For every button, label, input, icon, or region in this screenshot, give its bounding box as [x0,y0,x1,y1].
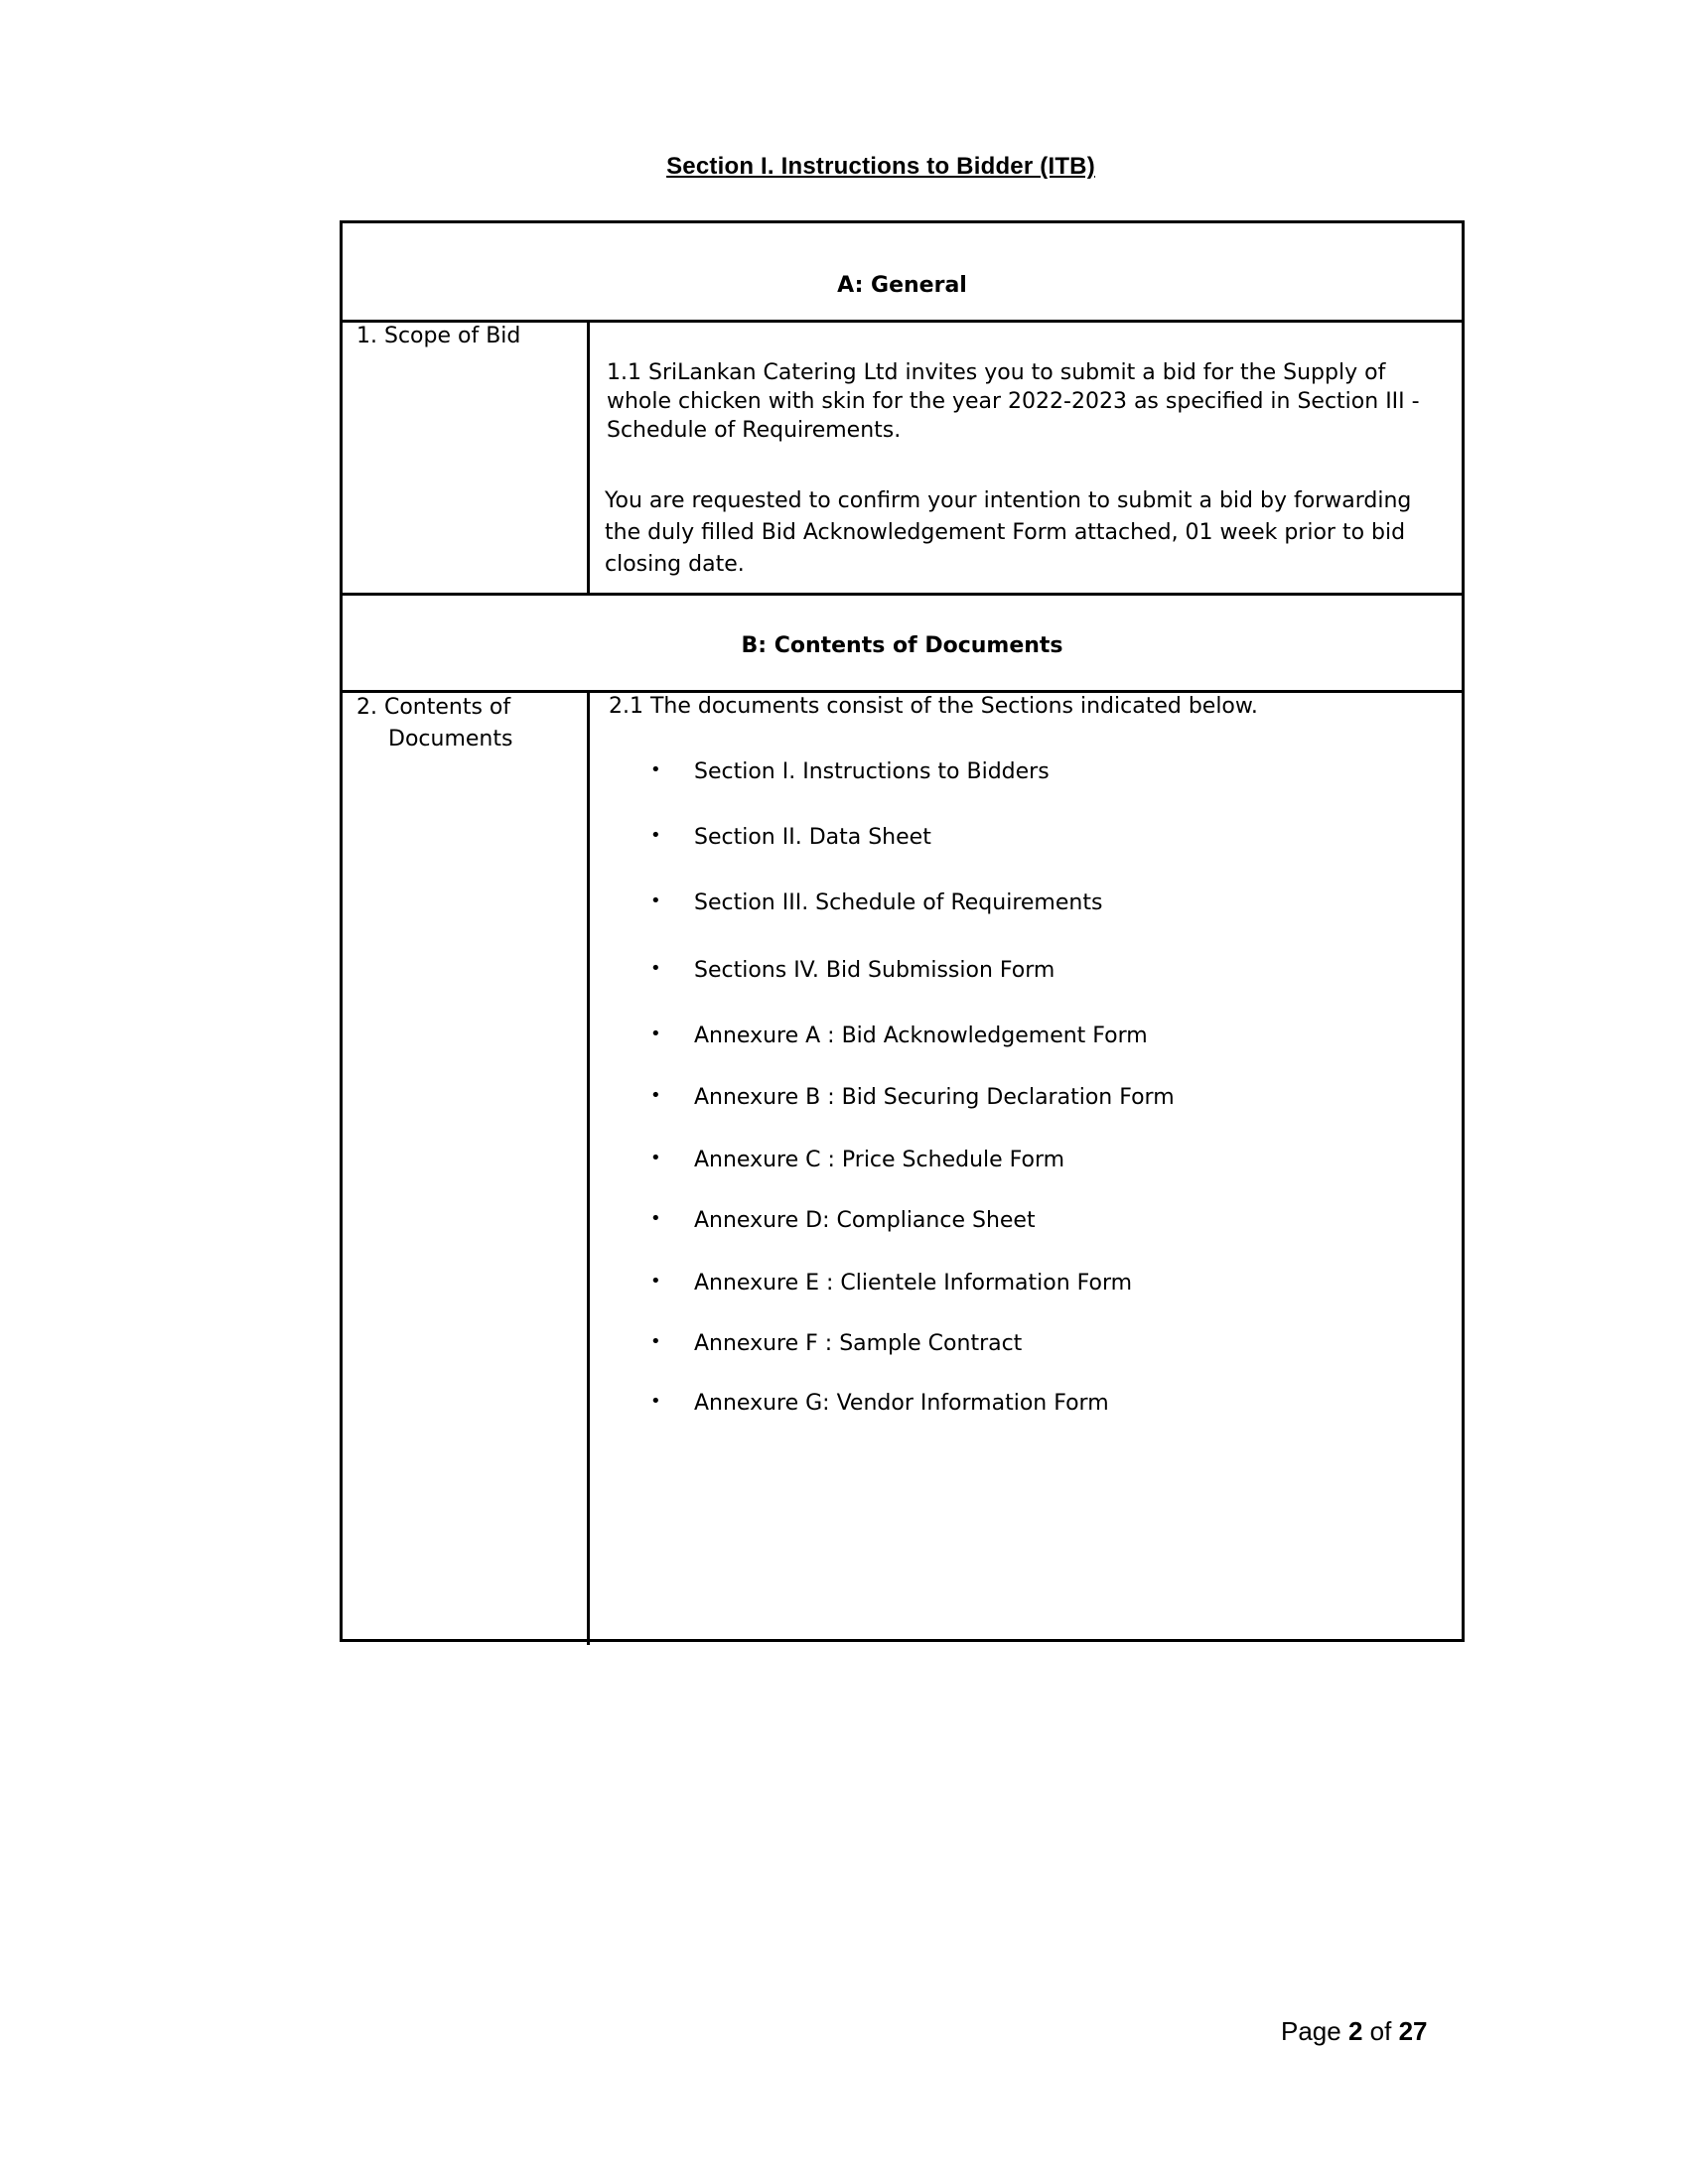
bullet-icon: • [650,1208,661,1229]
scope-paragraph-1: 1.1 SriLankan Catering Ltd invites you to submit a bid for the Supply of whole chicken with skin for the year 2022-2023 as specified in Section III - Schedule of Requirements. [607,360,1420,443]
page-number-footer: Page 2 of 27 [1281,2016,1428,2046]
column-divider-row-1 [587,320,590,593]
bullet-icon: • [650,890,661,911]
itb-table [340,220,1465,1642]
bullet-icon: • [650,1148,661,1168]
total-pages: 27 [1398,2016,1428,2046]
bullet-icon: • [650,1271,661,1292]
bullet-icon: • [650,1391,661,1412]
clause-label-line-1: 2. Contents of [356,695,511,720]
column-divider-row-2 [587,690,590,1645]
contents-intro: 2.1 The documents consist of the Sections indicated below. [609,694,1258,719]
section-b-header: B: Contents of Documents [741,633,1063,658]
section-a-header: A: General [837,273,967,298]
bullet-icon: • [650,825,661,846]
page-title: Section I. Instructions to Bidder (ITB) [666,153,1095,180]
bullet-icon: • [650,1331,661,1352]
scope-paragraph-2: You are requested to confirm your intention to submit a bid by forwarding the duly filled Bid Acknowledgement Form attached, 01 week prior to bid closing date. [605,488,1412,577]
bullet-icon: • [650,759,661,780]
document-sections-list: • Section I. Instructions to Bidders • Section II. Data Sheet • Section III. Schedule of Requirements • Sections IV. Bid Submission Form • Annexure A : Bid Acknowledgement Form • Annexure B : Bid Securing Declaration Form • Annexure C : Price Schedule Form • Annexure D: Compliance Sheet • Annexure E : Clientele Information Form • Annexure F : Sample Contract • Annexure G: Vendor Information Form [650,759,1175,1416]
bullet-icon: • [650,1024,661,1044]
clause-label-line-2: Documents [388,727,513,751]
clause-label-contents-of-documents [356,692,512,755]
clause-label-scope-of-bid: 1. Scope of Bid [356,324,521,348]
current-page: 2 [1347,2016,1363,2046]
bullet-icon: • [650,958,661,979]
bullet-icon: • [650,1085,661,1106]
